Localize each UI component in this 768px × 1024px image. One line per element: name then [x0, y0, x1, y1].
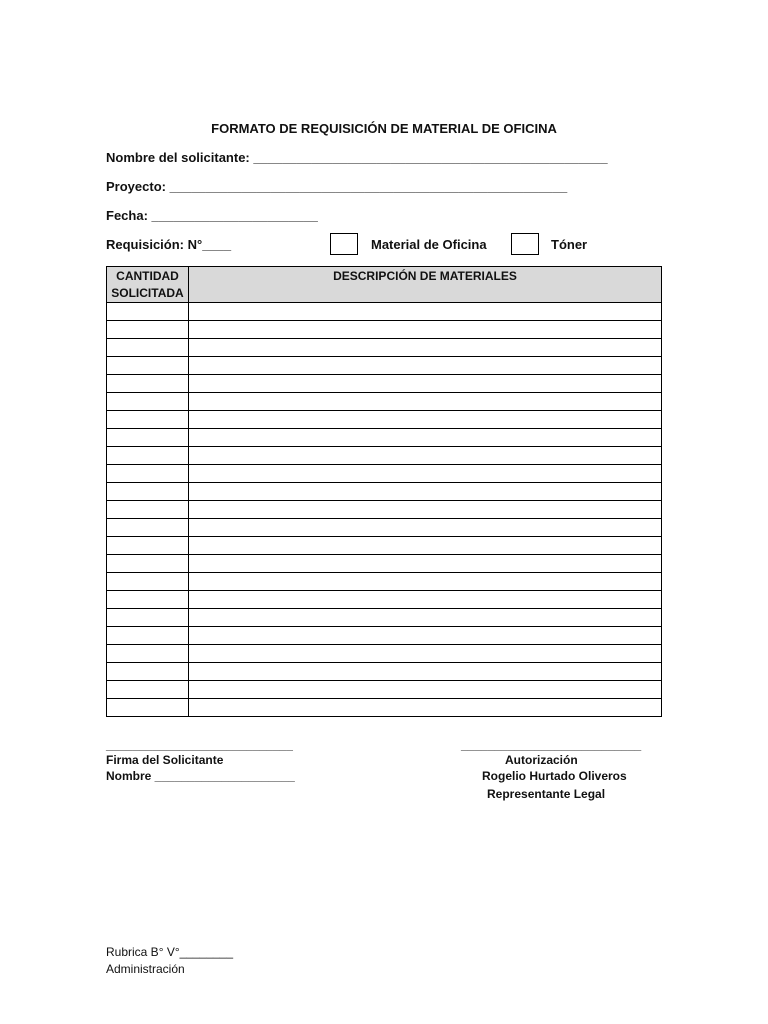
descripcion-cell[interactable] — [189, 465, 662, 483]
cantidad-cell[interactable] — [107, 699, 189, 717]
cantidad-cell[interactable] — [107, 303, 189, 321]
table-row — [107, 303, 662, 321]
table-row — [107, 699, 662, 717]
table-row — [107, 609, 662, 627]
cantidad-header-line2: SOLICITADA — [111, 286, 184, 300]
cantidad-cell[interactable] — [107, 483, 189, 501]
administracion-label: Administración — [106, 962, 185, 976]
cantidad-cell[interactable] — [107, 465, 189, 483]
requisicion-field[interactable]: Requisición: N°____ — [106, 237, 232, 252]
descripcion-cell[interactable] — [189, 609, 662, 627]
autorizacion-line: ___________________________ — [461, 738, 642, 752]
cantidad-cell[interactable] — [107, 321, 189, 339]
table-row — [107, 321, 662, 339]
descripcion-cell[interactable] — [189, 447, 662, 465]
table-row — [107, 663, 662, 681]
table-row — [107, 375, 662, 393]
table-header-row — [107, 267, 662, 303]
descripcion-cell[interactable] — [189, 591, 662, 609]
cantidad-cell[interactable] — [107, 429, 189, 447]
rubrica-field[interactable]: Rubrica B° V°________ — [106, 945, 234, 959]
cantidad-cell[interactable] — [107, 537, 189, 555]
autorizador-name: Rogelio Hurtado Oliveros — [482, 769, 627, 783]
toner-checkbox[interactable] — [511, 233, 539, 255]
cantidad-cell[interactable] — [107, 375, 189, 393]
descripcion-cell[interactable] — [189, 555, 662, 573]
table-row — [107, 393, 662, 411]
descripcion-cell[interactable] — [189, 501, 662, 519]
table-row — [107, 591, 662, 609]
table-row — [107, 501, 662, 519]
cantidad-cell[interactable] — [107, 663, 189, 681]
table-row — [107, 537, 662, 555]
cantidad-cell[interactable] — [107, 519, 189, 537]
cantidad-cell[interactable] — [107, 681, 189, 699]
descripcion-cell[interactable] — [189, 537, 662, 555]
descripcion-cell[interactable] — [189, 627, 662, 645]
descripcion-cell[interactable] — [189, 519, 662, 537]
descripcion-cell[interactable] — [189, 303, 662, 321]
cantidad-header — [107, 267, 189, 303]
table-row — [107, 483, 662, 501]
table-row — [107, 573, 662, 591]
descripcion-cell[interactable] — [189, 375, 662, 393]
descripcion-cell[interactable] — [189, 663, 662, 681]
table-row — [107, 411, 662, 429]
material-oficina-checkbox[interactable] — [330, 233, 358, 255]
cantidad-cell[interactable] — [107, 393, 189, 411]
descripcion-cell[interactable] — [189, 573, 662, 591]
nombre-field[interactable]: Nombre _____________________ — [106, 769, 295, 783]
firma-line: ____________________________ — [106, 738, 293, 752]
table-row — [107, 627, 662, 645]
proyecto-field[interactable]: Proyecto: _______________________________________________________ — [106, 179, 568, 194]
cantidad-cell[interactable] — [107, 627, 189, 645]
descripcion-cell[interactable] — [189, 681, 662, 699]
cantidad-cell[interactable] — [107, 555, 189, 573]
fecha-field[interactable]: Fecha: _______________________ — [106, 208, 318, 223]
table-row — [107, 339, 662, 357]
cantidad-header-line1: CANTIDAD — [116, 269, 179, 283]
cantidad-cell[interactable] — [107, 573, 189, 591]
firma-label: Firma del Solicitante — [106, 753, 224, 767]
table-row — [107, 429, 662, 447]
cantidad-cell[interactable] — [107, 501, 189, 519]
table-row — [107, 357, 662, 375]
solicitante-field[interactable]: Nombre del solicitante: _________________________________________________ — [106, 150, 608, 165]
descripcion-cell[interactable] — [189, 699, 662, 717]
autorizador-role: Representante Legal — [487, 787, 606, 801]
cantidad-cell[interactable] — [107, 645, 189, 663]
cantidad-cell[interactable] — [107, 609, 189, 627]
toner-label: Tóner — [551, 237, 588, 252]
descripcion-cell[interactable] — [189, 429, 662, 447]
descripcion-cell[interactable] — [189, 645, 662, 663]
table-row — [107, 519, 662, 537]
descripcion-header: DESCRIPCIÓN DE MATERIALES — [189, 267, 662, 303]
table-row — [107, 555, 662, 573]
table-row — [107, 465, 662, 483]
descripcion-cell[interactable] — [189, 393, 662, 411]
material-oficina-label: Material de Oficina — [371, 237, 487, 252]
descripcion-cell[interactable] — [189, 339, 662, 357]
autorizacion-label: Autorización — [505, 753, 578, 767]
materials-table — [106, 266, 662, 717]
descripcion-cell[interactable] — [189, 321, 662, 339]
cantidad-cell[interactable] — [107, 411, 189, 429]
descripcion-cell[interactable] — [189, 357, 662, 375]
table-row — [107, 645, 662, 663]
form-title: FORMATO DE REQUISICIÓN DE MATERIAL DE OFICINA — [211, 121, 557, 136]
cantidad-cell[interactable] — [107, 447, 189, 465]
cantidad-cell[interactable] — [107, 339, 189, 357]
descripcion-cell[interactable] — [189, 411, 662, 429]
cantidad-cell[interactable] — [107, 357, 189, 375]
table-row — [107, 447, 662, 465]
cantidad-cell[interactable] — [107, 591, 189, 609]
descripcion-cell[interactable] — [189, 483, 662, 501]
table-row — [107, 681, 662, 699]
